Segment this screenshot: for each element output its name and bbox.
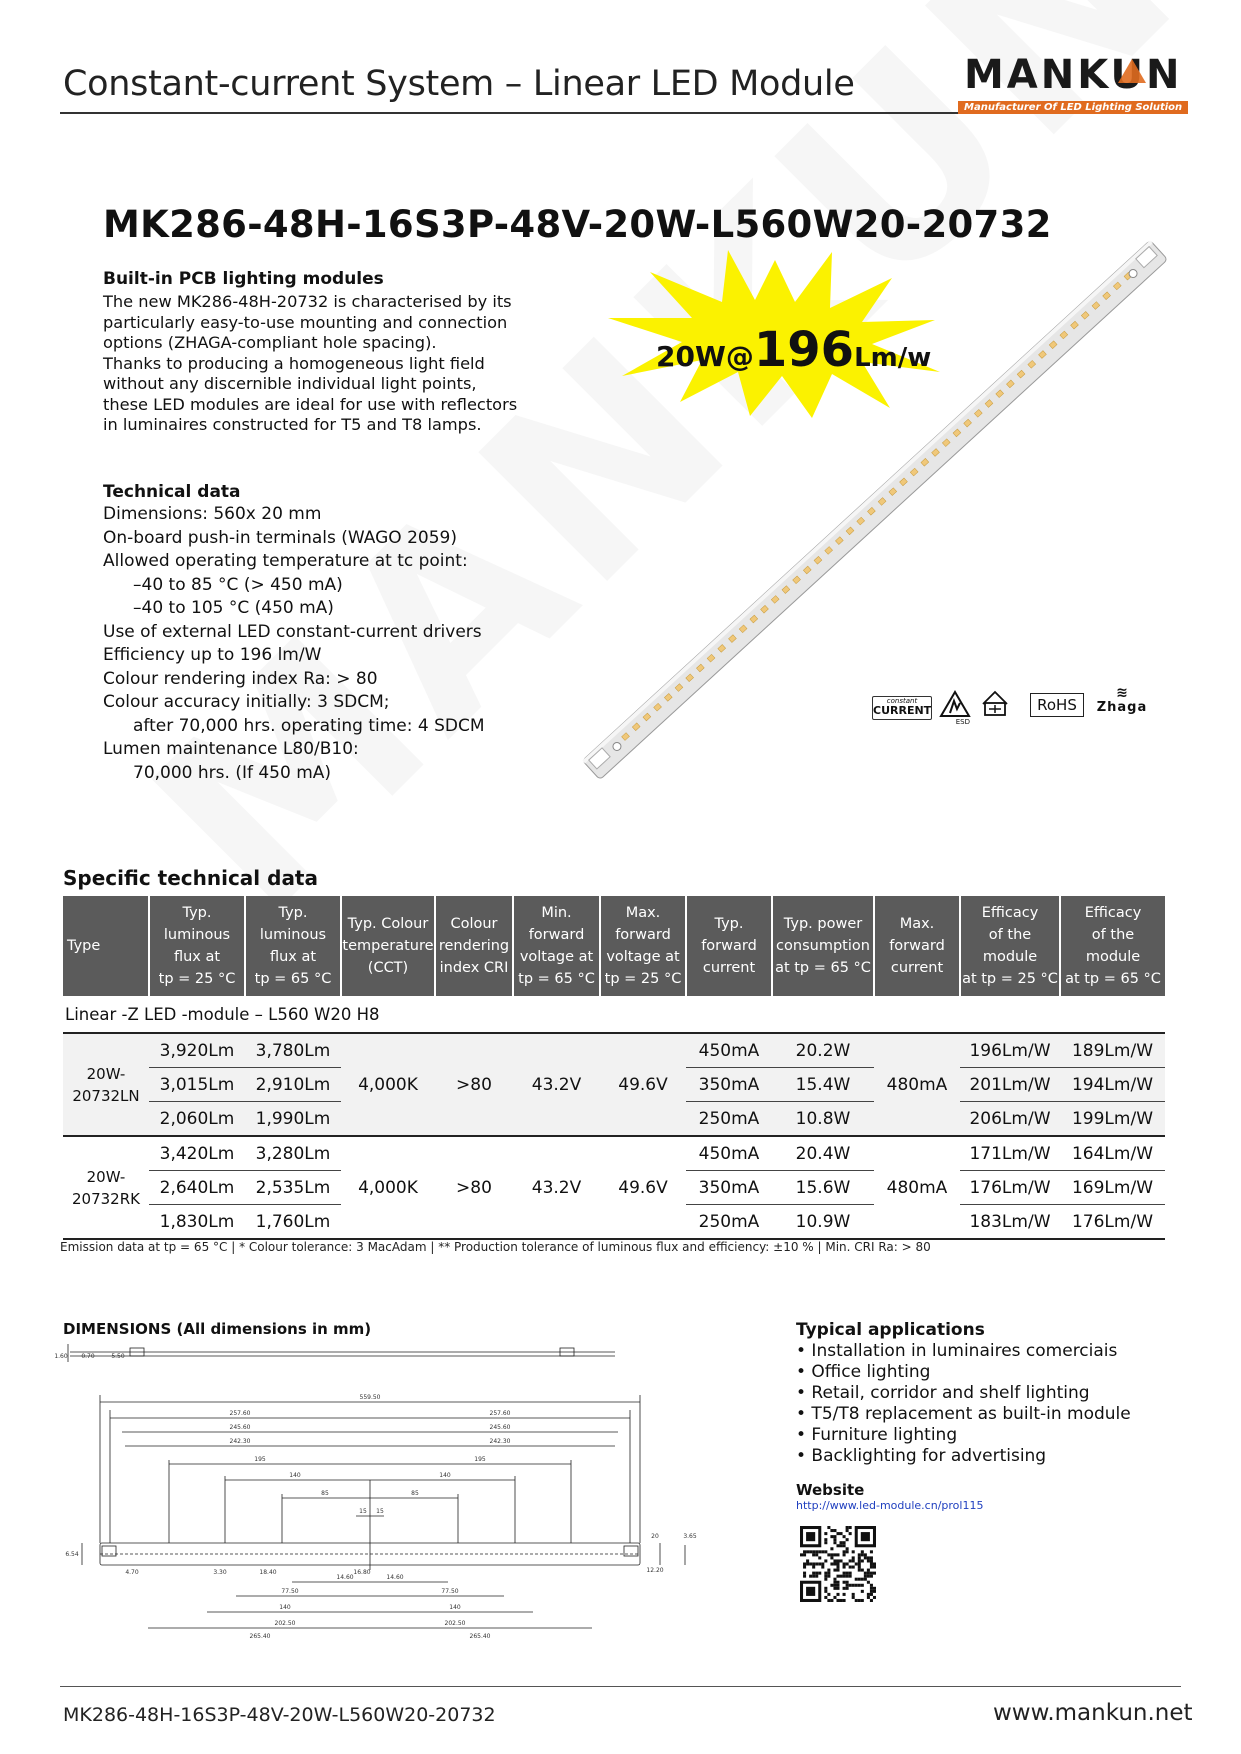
spec-header-cell	[1060, 896, 1165, 996]
spec-flux25: 3,920Lm	[149, 1033, 245, 1068]
applications-heading: Typical applications	[796, 1320, 985, 1340]
spec-header-cell	[149, 896, 245, 996]
spec-header-line: tp = 65 °C	[518, 971, 595, 987]
logo-word: MANKUN	[964, 52, 1183, 98]
spec-header-line: Type	[67, 938, 101, 954]
spec-header-line: forward	[528, 927, 585, 943]
spec-header-line: Efficacy	[981, 905, 1039, 921]
spec-power: 15.6W	[772, 1171, 874, 1205]
spec-power: 10.8W	[772, 1102, 874, 1137]
spec-current: 250mA	[686, 1205, 772, 1240]
spec-eff65: 189Lm/W	[1060, 1033, 1165, 1068]
dim-lower-d: 77.50	[441, 1588, 459, 1595]
cert-zhaga: Zhaga	[1096, 700, 1148, 715]
logo-accent-icon	[1118, 59, 1146, 83]
badge-unit: Lm/w	[854, 343, 932, 373]
spec-vmax: 49.6V	[600, 1136, 686, 1239]
spec-header-line: Max.	[899, 916, 935, 932]
spec-subheader-row	[63, 996, 1165, 1033]
spec-flux65: 3,280Lm	[245, 1136, 341, 1171]
dim-span-5-r: 85	[411, 1490, 419, 1497]
esd-icon	[940, 691, 970, 727]
spec-vmax: 49.6V	[600, 1033, 686, 1136]
dim-span-2-l: 242.30	[229, 1438, 251, 1445]
technical-line: –40 to 105 °C (450 mA)	[133, 598, 334, 618]
spec-current: 350mA	[686, 1068, 772, 1102]
spec-header-line: at tp = 25 °C	[962, 971, 1058, 987]
spec-power: 20.2W	[772, 1033, 874, 1068]
spec-flux65: 2,535Lm	[245, 1171, 341, 1205]
footer-website[interactable]: www.mankun.net	[993, 1700, 1193, 1726]
dim-span-4-r: 140	[439, 1472, 451, 1479]
dim-lower-f: 140	[449, 1604, 461, 1611]
dim-span-1-l: 245.60	[229, 1424, 251, 1431]
logo-tagline: Manufacturer Of LED Lighting Solution	[958, 101, 1188, 114]
spec-header-cell	[960, 896, 1060, 996]
spec-header-line: tp = 65 °C	[254, 971, 332, 987]
technical-line: Dimensions: 560x 20 mm	[103, 504, 322, 524]
dim-lower-g: 202.50	[274, 1620, 296, 1627]
spec-header-line: Efficacy	[1084, 905, 1142, 921]
rohs-icon: RoHS	[1030, 693, 1084, 717]
spec-flux25: 3,015Lm	[149, 1068, 245, 1102]
spec-eff25: 196Lm/W	[960, 1033, 1060, 1068]
technical-line: Lumen maintenance L80/B10:	[103, 739, 359, 759]
spec-header-line: forward	[701, 938, 757, 954]
applications-list	[796, 1341, 1156, 1467]
spec-cri: >80	[435, 1033, 513, 1136]
spec-eff65: 164Lm/W	[1060, 1136, 1165, 1171]
spec-header-line: Typ. power	[783, 916, 863, 932]
cert-current: CURRENT	[873, 704, 932, 717]
cert-esd: ESD	[955, 718, 970, 726]
spec-current: 250mA	[686, 1102, 772, 1137]
spec-table	[63, 896, 1165, 1240]
spec-header-line: voltage at	[519, 949, 594, 965]
dim-span-3-l: 195	[254, 1456, 266, 1463]
spec-header-line: tp = 25 °C	[158, 971, 236, 987]
dimensions-drawing	[54, 1340, 720, 1640]
dim-span-0-r: 257.60	[489, 1410, 511, 1417]
zhaga-icon	[1090, 686, 1154, 722]
dim-v1840: 18.40	[259, 1569, 277, 1576]
technical-list	[103, 503, 543, 785]
spec-body	[63, 996, 1165, 1239]
dim-lower-c: 77.50	[281, 1588, 299, 1595]
spec-header-line: flux at	[269, 949, 317, 965]
cert-icons	[872, 686, 1172, 726]
application-item: • Retail, corridor and shelf lighting	[796, 1383, 1090, 1403]
dim-span-2-r: 242.30	[489, 1438, 511, 1445]
technical-line: Colour accuracy initially: 3 SDCM;	[103, 692, 390, 712]
technical-line: On-board push-in terminals (WAGO 2059)	[103, 527, 457, 548]
technical-heading: Technical data	[103, 482, 241, 502]
dim-edge-t: 3.65	[683, 1533, 697, 1540]
spec-power: 20.4W	[772, 1136, 874, 1171]
spec-header-line: at tp = 65 °C	[775, 960, 871, 976]
intro-line: these LED modules are ideal for use with reflectors	[103, 394, 518, 414]
application-item: • Installation in luminaires comerciais	[796, 1341, 1118, 1361]
spec-type-cell	[63, 1033, 149, 1136]
spec-header-line: Typ.	[278, 905, 308, 921]
spec-cct: 4,000K	[341, 1136, 435, 1239]
spec-header-line: luminous	[259, 927, 327, 943]
dim-span-5-l: 85	[321, 1490, 329, 1497]
spec-flux65: 1,760Lm	[245, 1205, 341, 1240]
spec-current: 450mA	[686, 1136, 772, 1171]
spec-flux65: 2,910Lm	[245, 1068, 341, 1102]
dim-span-1-r: 245.60	[489, 1424, 511, 1431]
dim-span-6-r: 15	[376, 1508, 384, 1515]
spec-header-cell	[435, 896, 513, 996]
dim-span-4-l: 140	[289, 1472, 301, 1479]
spec-flux25: 2,060Lm	[149, 1102, 245, 1137]
spec-header-line: temperature	[342, 938, 434, 954]
spec-eff25: 183Lm/W	[960, 1205, 1060, 1240]
spec-header-line: Typ.	[714, 916, 744, 932]
spec-type-line: 20732RK	[72, 1189, 140, 1208]
dim-v1680: 16.80	[353, 1569, 371, 1576]
dim-lower-j: 265.40	[469, 1633, 491, 1640]
page-title: Constant-current System – Linear LED Module	[63, 64, 855, 104]
spec-header-line: of the	[1091, 927, 1135, 943]
dim-side-h2: 0.70	[81, 1353, 95, 1360]
spec-flux25: 3,420Lm	[149, 1136, 245, 1171]
spec-flux25: 1,830Lm	[149, 1205, 245, 1240]
spec-header-line: module	[982, 949, 1038, 965]
spec-eff65: 176Lm/W	[1060, 1205, 1165, 1240]
spec-type-line: 20W-	[86, 1064, 126, 1083]
spec-current: 350mA	[686, 1171, 772, 1205]
spec-power: 10.9W	[772, 1205, 874, 1240]
dim-lower-e: 140	[279, 1604, 291, 1611]
spec-header-line: current	[890, 960, 944, 976]
spec-header-line: at tp = 65 °C	[1065, 971, 1161, 987]
spec-header-row	[63, 896, 1165, 996]
dim-lower-b: 14.60	[386, 1574, 404, 1581]
technical-line: –40 to 85 °C (> 450 mA)	[133, 574, 343, 595]
spec-cri: >80	[435, 1136, 513, 1239]
dim-hole-470: 4.70	[125, 1569, 139, 1576]
intro-line: in luminaires constructed for T5 and T8 lamps.	[103, 415, 482, 434]
spec-flux65: 3,780Lm	[245, 1033, 341, 1068]
spec-vmin: 43.2V	[513, 1136, 600, 1239]
spec-subheader: Linear -Z LED -module – L560 W20 H8	[65, 1004, 380, 1024]
intro-line: The new MK286-48H-20732 is characterised by its	[103, 292, 512, 311]
cert-constant: constant	[886, 697, 918, 705]
website-heading: Website	[796, 1481, 865, 1499]
spec-imax: 480mA	[874, 1033, 960, 1136]
footer-product-code: MK286-48H-16S3P-48V-20W-L560W20-20732	[63, 1704, 496, 1726]
spec-header-cell	[686, 896, 772, 996]
spec-header-cell	[341, 896, 435, 996]
spec-current: 450mA	[686, 1033, 772, 1068]
constant-current-icon	[872, 696, 932, 720]
spec-header-line: consumption	[776, 938, 870, 954]
spec-header-line: Typ.	[182, 905, 212, 921]
intro-heading: Built-in PCB lighting modules	[103, 269, 384, 289]
dim-lower-a: 14.60	[336, 1574, 354, 1581]
badge-big-value: 196	[753, 322, 855, 378]
spec-header-line: Colour	[450, 916, 498, 932]
spec-eff25: 171Lm/W	[960, 1136, 1060, 1171]
dimensions-heading: DIMENSIONS (All dimensions in mm)	[63, 1320, 372, 1338]
footer-rule	[60, 1686, 1181, 1687]
spec-eff65: 199Lm/W	[1060, 1102, 1165, 1137]
spec-header-line: Min.	[541, 905, 572, 921]
spec-header-line: voltage at	[606, 949, 680, 965]
spec-header-line: (CCT)	[367, 960, 409, 976]
spec-header-line: current	[702, 960, 756, 976]
table-row	[63, 1033, 1165, 1068]
spec-header-cell	[600, 896, 686, 996]
spec-header-cell	[772, 896, 874, 996]
intro-section	[103, 269, 523, 436]
dim-span-3-r: 195	[474, 1456, 486, 1463]
spec-header-line: flux at	[173, 949, 221, 965]
application-item: • Furniture lighting	[796, 1425, 958, 1445]
spec-header-line: of the	[988, 927, 1032, 943]
intro-line: options (ZHAGA-compliant hole spacing).	[103, 333, 437, 352]
website-link[interactable]: http://www.led-module.cn/prol115	[796, 1499, 984, 1512]
spec-header-line: tp = 25 °C	[604, 971, 682, 987]
dim-span-0-l: 257.60	[229, 1410, 251, 1417]
spec-type-line: 20W-	[86, 1167, 126, 1186]
spec-header-line: forward	[615, 927, 671, 943]
application-item: • Office lighting	[796, 1362, 931, 1382]
spec-header-cell	[245, 896, 341, 996]
spec-imax: 480mA	[874, 1136, 960, 1239]
product-code: MK286-48H-16S3P-48V-20W-L560W20-20732	[103, 203, 1052, 246]
zhaga-mark-icon: ≋	[1116, 685, 1128, 701]
technical-line: Use of external LED constant-current drivers	[103, 621, 482, 642]
intro-line: Thanks to producing a homogeneous light field	[103, 353, 485, 373]
dim-side-h3: 5.50	[111, 1353, 125, 1360]
dim-edge-left: 6.54	[65, 1551, 79, 1558]
technical-line: after 70,000 hrs. operating time: 4 SDCM	[133, 715, 485, 736]
dim-lower-h: 202.50	[444, 1620, 466, 1627]
spec-header-cell	[874, 896, 960, 996]
technical-line: Allowed operating temperature at tc point:	[103, 551, 468, 571]
application-item: • Backlighting for advertising	[796, 1446, 1047, 1466]
table-row	[63, 1136, 1165, 1171]
technical-section	[103, 482, 543, 785]
spec-type-cell	[63, 1136, 149, 1239]
spec-header-line: module	[1085, 949, 1141, 965]
dim-span-6-l: 15	[359, 1508, 367, 1515]
spec-flux25: 2,640Lm	[149, 1171, 245, 1205]
spec-flux65: 1,990Lm	[245, 1102, 341, 1137]
spec-header-line: index CRI	[439, 960, 509, 976]
qr-code-icon	[800, 1526, 876, 1602]
spec-header-cell	[63, 896, 149, 996]
spec-eff25: 176Lm/W	[960, 1171, 1060, 1205]
spec-eff65: 169Lm/W	[1060, 1171, 1165, 1205]
technical-line: 70,000 hrs. (If 450 mA)	[133, 762, 332, 783]
intro-line: particularly easy-to-use mounting and connection	[103, 312, 508, 332]
dimmable-icon	[980, 690, 1010, 718]
dim-edge-h: 12.20	[646, 1567, 664, 1574]
application-item: • T5/T8 replacement as built-in module	[796, 1404, 1131, 1424]
spec-heading: Specific technical data	[63, 866, 318, 890]
intro-text	[103, 292, 523, 436]
dim-hole-330: 3.30	[213, 1569, 227, 1576]
spec-header-cell	[513, 896, 600, 996]
spec-header-line: Typ. Colour	[347, 916, 429, 932]
spec-power: 15.4W	[772, 1068, 874, 1102]
spec-header-line: Max.	[625, 905, 661, 921]
spec-vmin: 43.2V	[513, 1033, 600, 1136]
spec-eff25: 201Lm/W	[960, 1068, 1060, 1102]
intro-line: without any discernible individual light points,	[103, 374, 477, 393]
dim-side-h1: 1.60	[54, 1353, 68, 1360]
spec-header-line: luminous	[163, 927, 231, 943]
dim-overall: 559.50	[359, 1394, 381, 1401]
dim-lower-i: 265.40	[249, 1633, 271, 1640]
technical-line: Efficiency up to 196 lm/W	[103, 645, 322, 665]
spec-header-line: rendering	[438, 938, 510, 954]
badge-prefix: 20W@	[656, 340, 754, 373]
applications-section	[796, 1320, 1156, 1513]
dim-edge-w: 20	[651, 1533, 659, 1540]
spec-header-line: forward	[889, 938, 945, 954]
technical-line: Colour rendering index Ra: > 80	[103, 668, 378, 689]
mankun-logo	[964, 52, 1183, 113]
spec-type-line: 20732LN	[72, 1086, 140, 1105]
emission-note: Emission data at tp = 65 °C | * Colour tolerance: 3 MacAdam | ** Production tolerance of luminous flux and efficiency: ±10 % | Min. CRI Ra: > 80	[60, 1240, 931, 1254]
spec-eff25: 206Lm/W	[960, 1102, 1060, 1137]
spec-cct: 4,000K	[341, 1033, 435, 1136]
spec-eff65: 194Lm/W	[1060, 1068, 1165, 1102]
